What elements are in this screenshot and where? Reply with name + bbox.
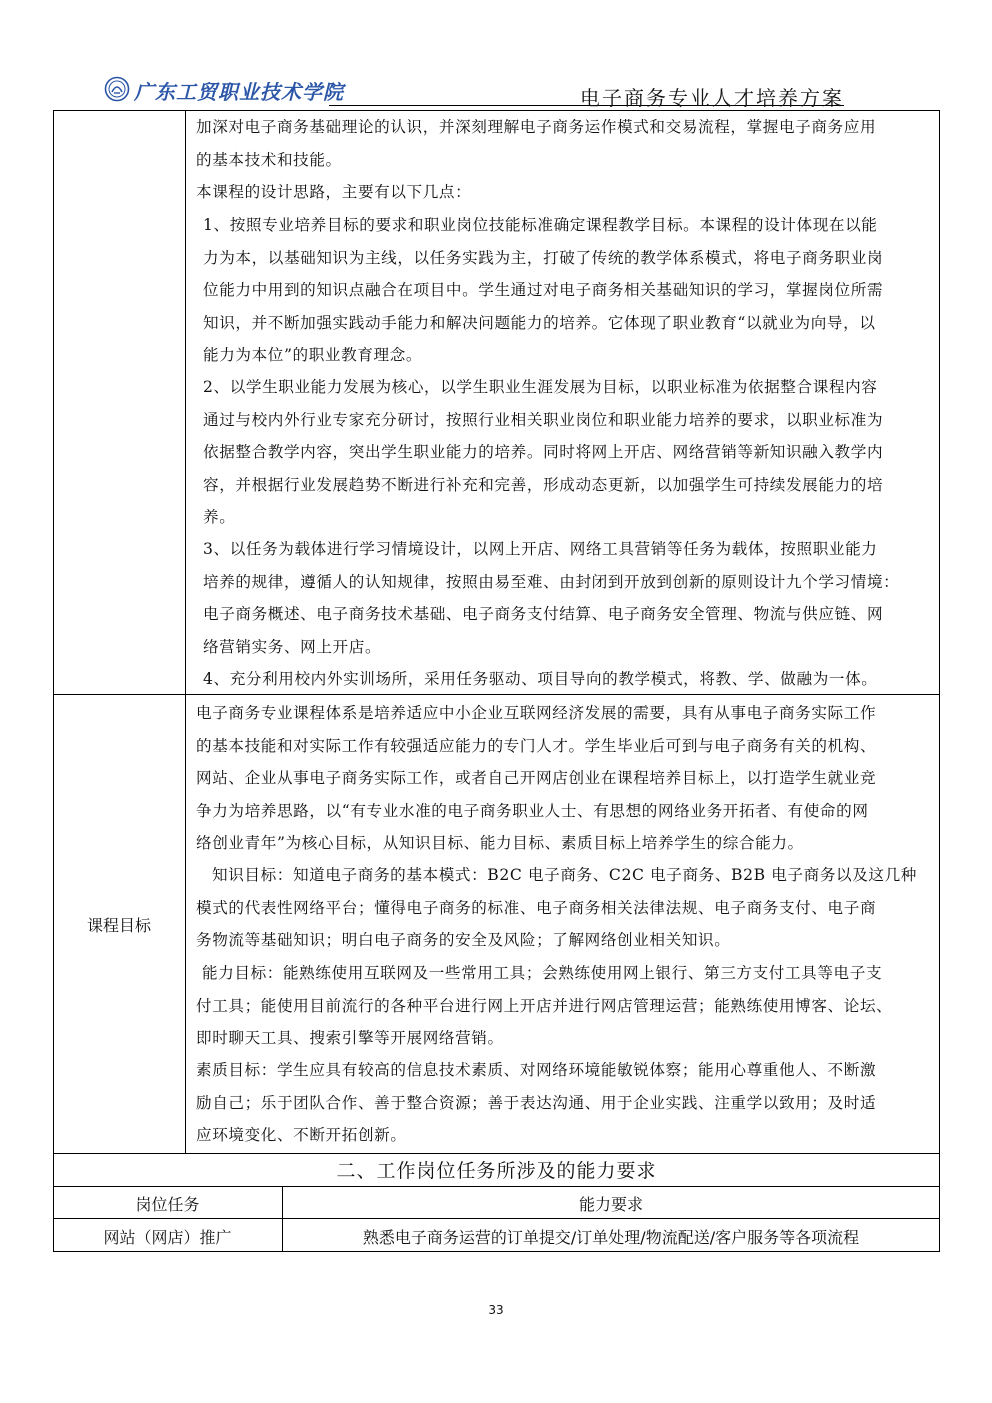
page-number: 33 xyxy=(488,1303,504,1317)
table-left-border xyxy=(53,110,54,1251)
text-line: 依据整合教学内容，突出学生职业能力的培养。同时将网上开店、网络营销等新知识融入教学内 xyxy=(203,443,884,461)
objectives-intro xyxy=(196,697,934,860)
text-line: 的基本技术和技能。 xyxy=(196,150,342,169)
table-header-task: 岗位任务 xyxy=(135,1195,200,1214)
text-line: 务物流等基础知识；明白电子商务的安全及风险；了解网络创业相关知识。 xyxy=(196,931,731,949)
text-line: 能力为本位”的职业教育理念。 xyxy=(203,346,423,364)
quality-objectives xyxy=(196,1054,934,1152)
text-line: 电子商务专业课程体系是培养适应中小企业互联网经济发展的需要，具有从事电子商务实际工作 xyxy=(196,704,877,722)
text-line: 争力为培养思路，以“有专业水准的电子商务职业人士、有思想的网络业务开拓者、有使命的网 xyxy=(196,801,869,820)
text-line: 3、以任务为载体进行学习情境设计，以网上开店、网络工具营销等任务为载体，按照职业能力 xyxy=(203,540,878,558)
paragraph xyxy=(196,111,934,209)
text-line: 络创业青年”为核心目标，从知识目标、能力目标、素质目标上培养学生的综合能力。 xyxy=(196,834,804,852)
document-title: 电子商务专业人才培养方案 xyxy=(580,86,844,110)
column-divider xyxy=(185,110,186,1153)
text-line: 2、以学生职业能力发展为核心，以学生职业生涯发展为目标，以职业标准为依据整合课程内容 xyxy=(203,378,878,396)
point-3 xyxy=(203,533,934,663)
row-divider xyxy=(53,1153,940,1154)
knowledge-objectives xyxy=(196,859,934,957)
row-divider xyxy=(53,1218,940,1219)
course-objectives-label: 课程目标 xyxy=(86,916,151,935)
text-line: 知识目标：知道电子商务的基本模式：B2C 电子商务、C2C 电子商务、B2B 电子商务以及这几种 xyxy=(212,866,917,884)
text-line: 能力目标：能熟练使用互联网及一些常用工具；会熟练使用网上银行、第三方支付工具等电子支 xyxy=(202,964,883,982)
text-line: 培养的规律，遵循人的认知规律，按照由易至难、由封闭到开放到创新的原则设计九个学习情境： xyxy=(203,572,900,591)
task-cell: 网站（网店）推广 xyxy=(103,1228,232,1247)
ability-objectives xyxy=(196,957,934,1055)
point-4 xyxy=(203,663,934,696)
text-line: 励自己；乐于团队合作、善于整合资源；善于表达沟通、用于企业实践、注重学以致用；及时适 xyxy=(196,1093,877,1112)
text-line: 即时聊天工具、搜索引擎等开展网络营销。 xyxy=(196,1029,504,1047)
row-divider xyxy=(53,1186,940,1187)
text-line: 应环境变化、不断开拓创新。 xyxy=(196,1126,407,1144)
point-1 xyxy=(203,209,934,372)
text-line: 1、按照专业培养目标的要求和职业岗位技能标准确定课程教学目标。本课程的设计体现在以能 xyxy=(203,216,878,234)
text-line: 容，并根据行业发展趋势不断进行补充和完善，形成动态更新，以加强学生可持续发展能力的培 xyxy=(203,475,884,494)
table-bottom-border xyxy=(53,1251,940,1252)
text-line: 付工具；能使用目前流行的各种平台进行网上开店并进行网店管理运营；能熟练使用博客、论坛、 xyxy=(196,996,893,1015)
text-line: 的基本技能和对实际工作有较强适应能力的专门人才。学生毕业后可到与电子商务有关的机构、 xyxy=(196,736,877,755)
text-line: 素质目标：学生应具有较高的信息技术素质、对网络环境能敏锐体察；能用心尊重他人、不断激 xyxy=(196,1061,877,1079)
page-header xyxy=(104,74,844,110)
text-line: 力为本，以基础知识为主线，以任务实践为主，打破了传统的教学体系模式，将电子商务职业岗 xyxy=(203,248,884,267)
requirement-cell: 熟悉电子商务运营的订单提交/订单处理/物流配送/客户服务等各项流程 xyxy=(362,1228,860,1247)
text-line: 养。 xyxy=(203,508,236,526)
text-line: 模式的代表性网络平台；懂得电子商务的标准、电子商务相关法律法规、电子商务支付、电子商 xyxy=(196,898,877,917)
text-line: 位能力中用到的知识点融合在项目中。学生通过对电子商务相关基础知识的学习，掌握岗位所需 xyxy=(203,281,884,299)
text-line: 本课程的设计思路，主要有以下几点： xyxy=(196,183,472,201)
school-name: 广东工贸职业技术学院 xyxy=(134,80,344,104)
table-right-border xyxy=(939,110,940,1251)
text-line: 通过与校内外行业专家充分研讨，按照行业相关职业岗位和职业能力培养的要求，以职业标准为 xyxy=(203,410,884,429)
text-line: 4、充分利用校内外实训场所，采用任务驱动、项目导向的教学模式，将教、学、做融为一体。 xyxy=(203,670,878,688)
text-line: 电子商务概述、电子商务技术基础、电子商务支付结算、电子商务安全管理、物流与供应链、网 xyxy=(203,605,884,623)
table-header-requirement: 能力要求 xyxy=(578,1195,643,1214)
school-logo-icon xyxy=(104,76,130,102)
text-line: 络营销实务、网上开店。 xyxy=(203,637,382,656)
text-line: 加深对电子商务基础理论的认识，并深刻理解电子商务运作模式和交易流程，掌握电子商务应用 xyxy=(196,118,877,136)
text-line: 网站、企业从事电子商务实际工作，或者自己开网店创业在课程培养目标上，以打造学生就业竞 xyxy=(196,769,877,787)
section-heading: 二、工作岗位任务所涉及的能力要求 xyxy=(336,1160,657,1182)
text-line: 知识，并不断加强实践动手能力和解决问题能力的培养。它体现了职业教育“以就业为向导，以 xyxy=(203,313,876,332)
point-2 xyxy=(203,371,934,534)
